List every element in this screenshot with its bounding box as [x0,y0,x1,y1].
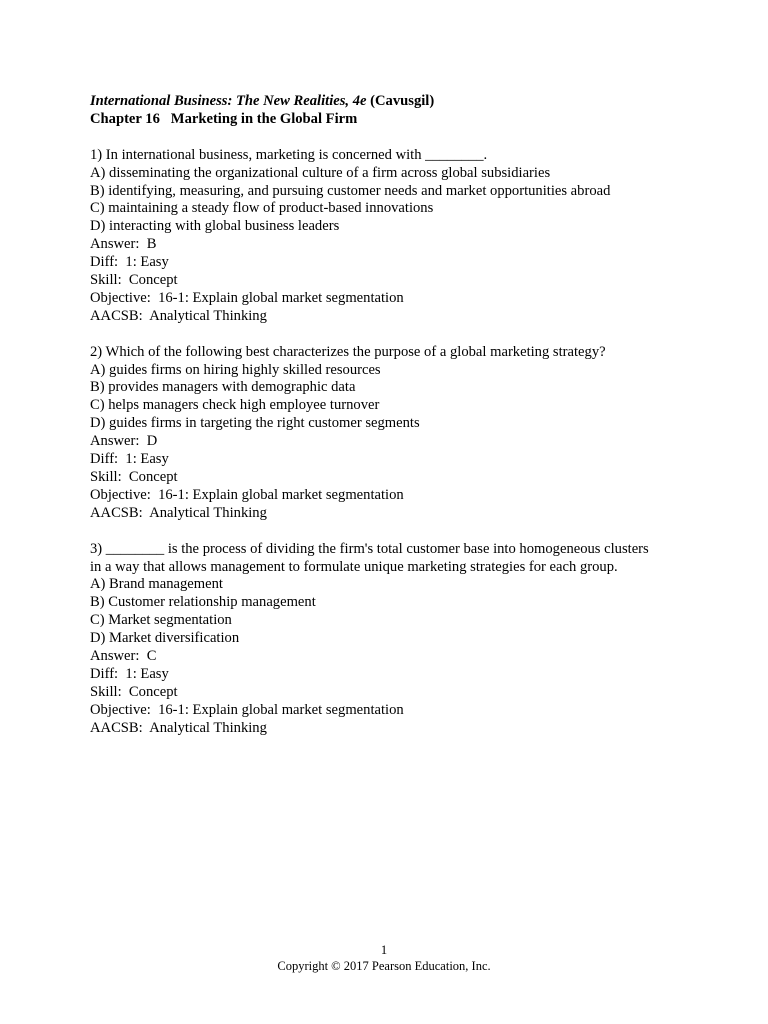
option-b: B) identifying, measuring, and pursuing customer needs and market opportunities abroad [90,182,611,199]
difficulty-line: Diff: 1: Easy [90,451,169,468]
objective-line: Objective: 16-1: Explain global market segmentation [90,486,404,503]
copyright-notice: Copyright © 2017 Pearson Education, Inc. [277,959,491,973]
option-c: C) maintaining a steady flow of product-based innovations [90,200,434,217]
option-b: B) Customer relationship management [90,594,316,611]
option-d: D) Market diversification [90,630,240,647]
objective-line: Objective: 16-1: Explain global market segmentation [90,701,404,718]
question-stem: 1) In international business, marketing is concerned with ________. [90,146,488,163]
chapter-title: Chapter 16 Marketing in the Global Firm [90,110,358,127]
question-stem: 3) ________ is the process of dividing the firm's total customer base into homogeneous clusters [90,540,649,557]
aacsb-line: AACSB: Analytical Thinking [90,307,267,324]
question-block-1 [90,147,690,326]
page-number: 1 [380,943,388,957]
option-a: A) guides firms on hiring highly skilled resources [90,361,381,378]
difficulty-line: Diff: 1: Easy [90,254,169,271]
question-block-2 [90,344,690,523]
answer-line: Answer: D [90,433,158,450]
objective-line: Objective: 16-1: Explain global market segmentation [90,289,404,306]
document-header [90,93,690,111]
page-footer [0,942,768,974]
difficulty-line: Diff: 1: Easy [90,665,169,682]
option-d: D) interacting with global business leaders [90,218,340,235]
document-page [90,93,690,738]
skill-line: Skill: Concept [90,683,178,700]
skill-line: Skill: Concept [90,272,178,289]
option-a: A) Brand management [90,576,223,593]
answer-line: Answer: C [90,648,157,665]
option-d: D) guides firms in targeting the right customer segments [90,415,420,432]
book-author: (Cavusgil) [370,93,435,109]
option-b: B) provides managers with demographic data [90,379,356,396]
option-c: C) Market segmentation [90,612,232,629]
question-block-3 [90,541,690,738]
aacsb-line: AACSB: Analytical Thinking [90,719,267,736]
question-stem-continued: in a way that allows management to formulate unique marketing strategies for each group. [90,558,618,575]
option-c: C) helps managers check high employee turnover [90,397,380,414]
option-a: A) disseminating the organizational culture of a firm across global subsidiaries [90,164,551,181]
book-title: International Business: The New Realities, 4e [90,93,367,109]
skill-line: Skill: Concept [90,469,178,485]
question-stem: 2) Which of the following best characterizes the purpose of a global marketing strategy? [90,343,606,360]
aacsb-line: AACSB: Analytical Thinking [90,504,267,521]
answer-line: Answer: B [90,236,157,253]
